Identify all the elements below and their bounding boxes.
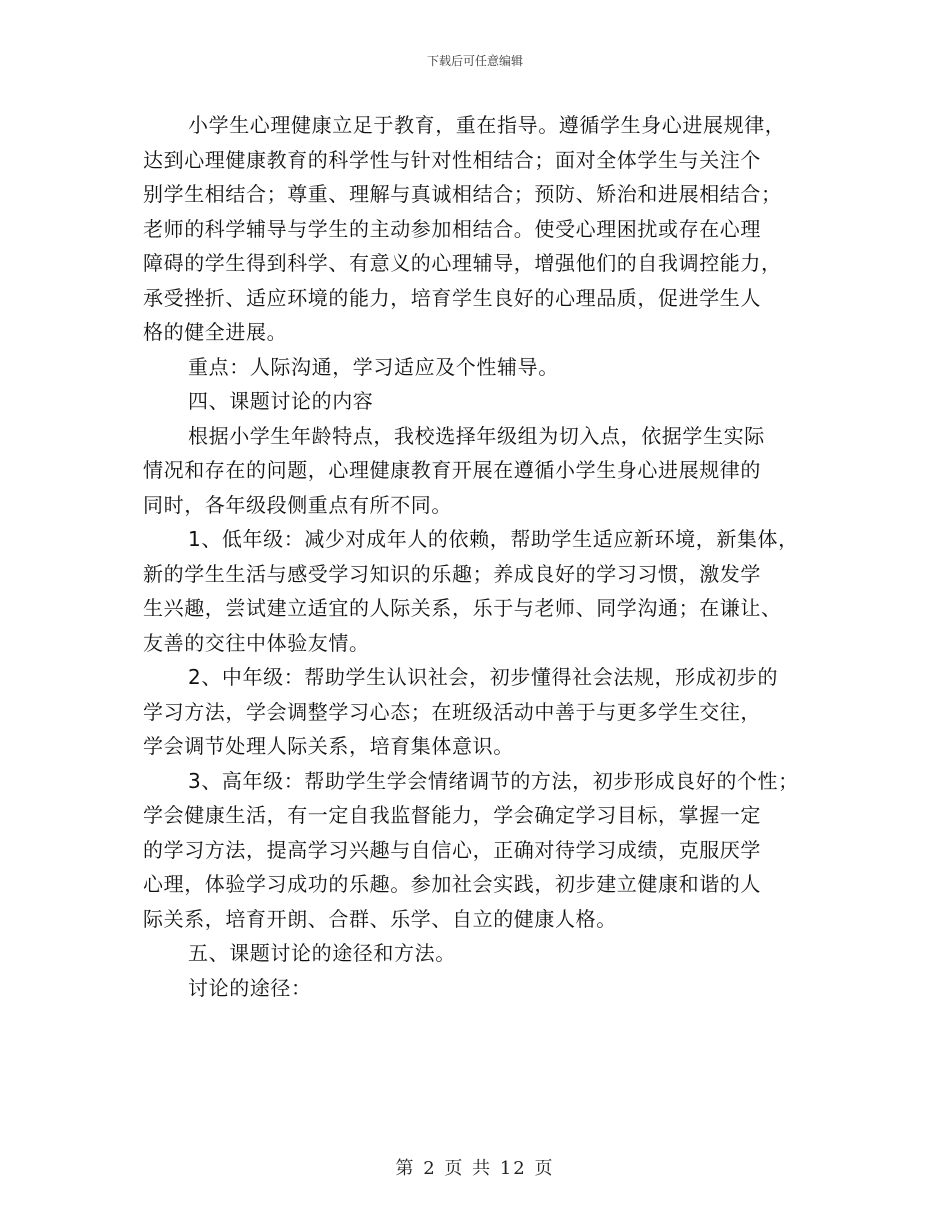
text-line: 障碍的学生得到科学、有意义的心理辅导，增强他们的自我调控能力， [143, 251, 782, 275]
text-line: 3、高年级：帮助学生学会情绪调节的方法，初步形成良好的个性； [188, 768, 799, 793]
document-body [143, 108, 823, 1005]
page-header: 下载后可任意编辑 [426, 54, 523, 68]
text-line: 老师的科学辅导与学生的主动参加相结合。使受心理困扰或存在心理 [143, 216, 761, 241]
text-line: 别学生相结合；尊重、理解与真诚相结合；预防、矫治和进展相结合； [143, 182, 782, 206]
text-line: 五、课题讨论的途径和方法。 [188, 941, 456, 965]
text-line: 学会调节处理人际关系，培育集体意识。 [143, 734, 514, 758]
text-line: 2、中年级：帮助学生认识社会，初步懂得社会法规，形成初步的 [188, 665, 779, 689]
text-line: 心理，体验学习成功的乐趣。参加社会实践，初步建立健康和谐的人 [143, 872, 761, 896]
text-line: 讨论的途径： [188, 975, 312, 1000]
text-line: 际关系，培育开朗、合群、乐学、自立的健康人格。 [143, 906, 617, 931]
text-line: 根据小学生年龄特点，我校选择年级组为切入点，依据学生实际 [188, 423, 765, 448]
text-line: 友善的交往中体验友情。 [143, 630, 370, 655]
text-line: 同时，各年级段侧重点有所不同。 [143, 492, 452, 517]
text-line: 达到心理健康教育的科学性与针对性相结合；面对全体学生与关注个 [143, 147, 761, 172]
text-line: 生兴趣，尝试建立适宜的人际关系，乐于与老师、同学沟通；在谦让、 [143, 596, 782, 620]
text-line: 重点：人际沟通，学习适应及个性辅导。 [188, 354, 559, 379]
text-line: 学会健康生活，有一定自我监督能力，学会确定学习目标，掌握一定 [143, 803, 761, 827]
text-line: 情况和存在的问题，心理健康教育开展在遵循小学生身心进展规律的 [143, 458, 761, 482]
text-line: 的学习方法，提高学习兴趣与自信心，正确对待学习成绩，克服厌学 [143, 837, 761, 862]
page-number-footer: 第 2 页 共 12 页 [395, 1158, 555, 1179]
text-line: 四、课题讨论的内容 [188, 389, 374, 413]
text-line: 1、低年级：减少对成年人的依赖，帮助学生适应新环境，新集体， [188, 527, 799, 551]
text-line: 承受挫折、适应环境的能力，培育学生良好的心理品质，促进学生人 [143, 285, 761, 310]
text-line: 格的健全进展。 [143, 320, 288, 344]
text-line: 小学生心理健康立足于教育，重在指导。遵循学生身心进展规律， [188, 113, 786, 137]
text-line: 学习方法，学会调整学习心态；在班级活动中善于与更多学生交往， [143, 699, 761, 724]
text-line: 新的学生生活与感受学习知识的乐趣；养成良好的学习习惯，激发学 [143, 561, 761, 586]
